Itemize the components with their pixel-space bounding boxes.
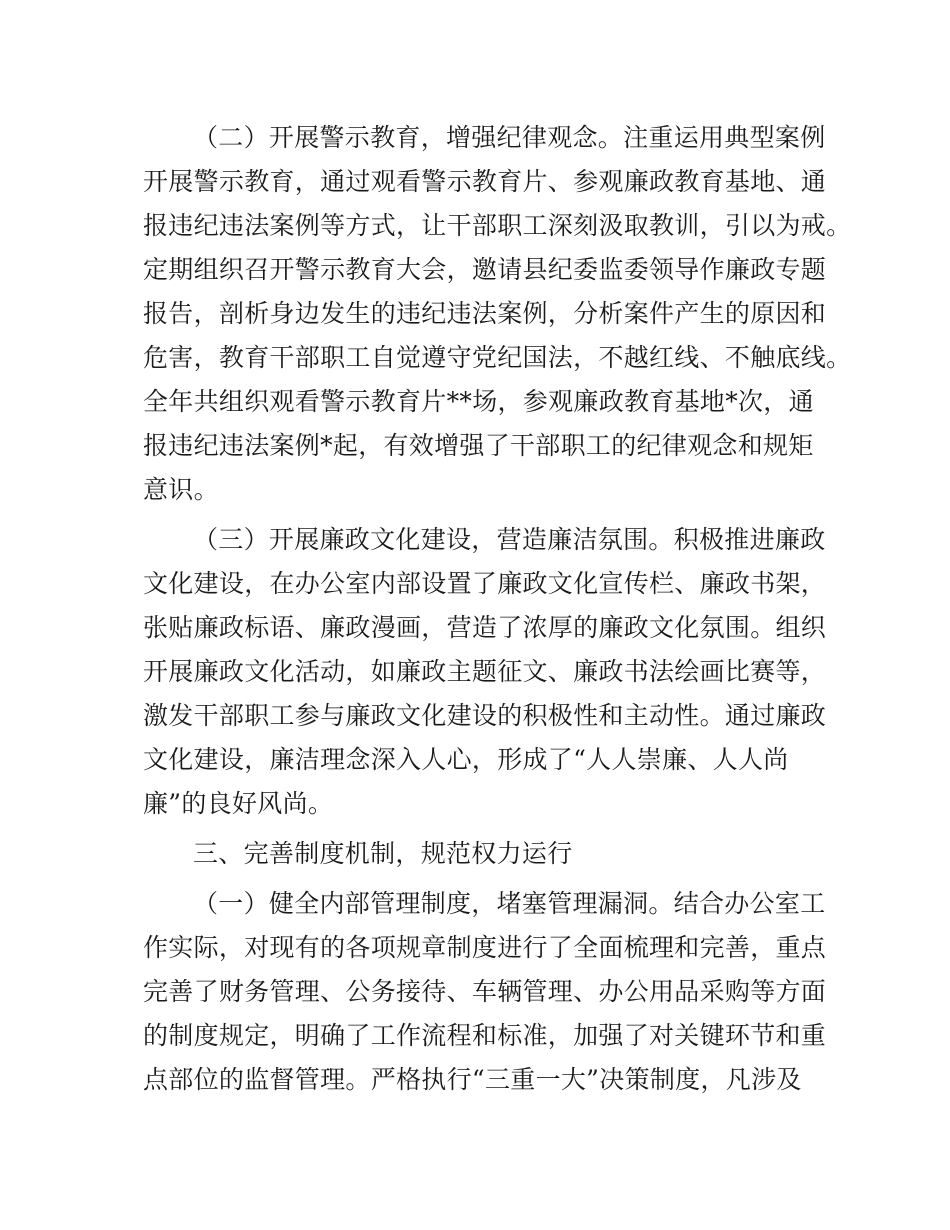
paragraph-4-line-1: （一）健全内部管理制度，堵塞管理漏洞。结合办公室工 [193,889,826,918]
paragraph-4-line-4: 的制度规定，明确了工作流程和标准，加强了对关键环节和重 [143,1021,827,1050]
paragraph-4-line-3: 完善了财务管理、公务接待、车辆管理、办公用品采购等方面 [143,977,827,1006]
paragraph-3-line-1: （三）开展廉政文化建设，营造廉洁氛围。积极推进廉政 [193,525,826,554]
paragraph-3-line-5: 激发干部职工参与廉政文化建设的积极性和主动性。通过廉政 [143,701,827,730]
paragraph-2-line-7: 全年共组织观看警示教育片**场，参观廉政教育基地*次，通 [143,387,814,416]
paragraph-3-line-7: 廉”的良好风尚。 [143,789,334,818]
paragraph-3-line-2: 文化建设，在办公室内部设置了廉政文化宣传栏、廉政书架， [143,569,827,598]
paragraph-2-line-8: 报违纪违法案例*起，有效增强了干部职工的纪律观念和规矩 [143,431,814,460]
paragraph-4-line-2: 作实际，对现有的各项规章制度进行了全面梳理和完善，重点 [143,933,827,962]
paragraph-2-line-9: 意识。 [143,475,219,504]
paragraph-3-line-3: 张贴廉政标语、廉政漫画，营造了浓厚的廉政文化氛围。组织 [143,613,827,642]
section-heading-3: 三、完善制度机制，规范权力运行 [193,839,573,868]
paragraph-2-line-2: 开展警示教育，通过观看警示教育片、参观廉政教育基地、通 [143,167,827,196]
paragraph-2-line-4: 定期组织召开警示教育大会，邀请县纪委监委领导作廉政专题 [143,255,827,284]
paragraph-3-line-6: 文化建设，廉洁理念深入人心，形成了“人人崇廉、人人尚 [143,745,789,774]
paragraph-2-line-6: 危害，教育干部职工自觉遵守党纪国法，不越红线、不触底线。 [143,343,852,372]
paragraph-2-line-1: （二）开展警示教育，增强纪律观念。注重运用典型案例 [193,123,826,152]
paragraph-2-line-3: 报违纪违法案例等方式，让干部职工深刻汲取教训，引以为戒。 [143,211,852,240]
paragraph-3-line-4: 开展廉政文化活动，如廉政主题征文、廉政书法绘画比赛等， [143,657,827,686]
paragraph-4-line-5: 点部位的监督管理。严格执行“三重一大”决策制度，凡涉及 [143,1065,802,1094]
paragraph-2-line-5: 报告，剖析身边发生的违纪违法案例，分析案件产生的原因和 [143,299,827,328]
